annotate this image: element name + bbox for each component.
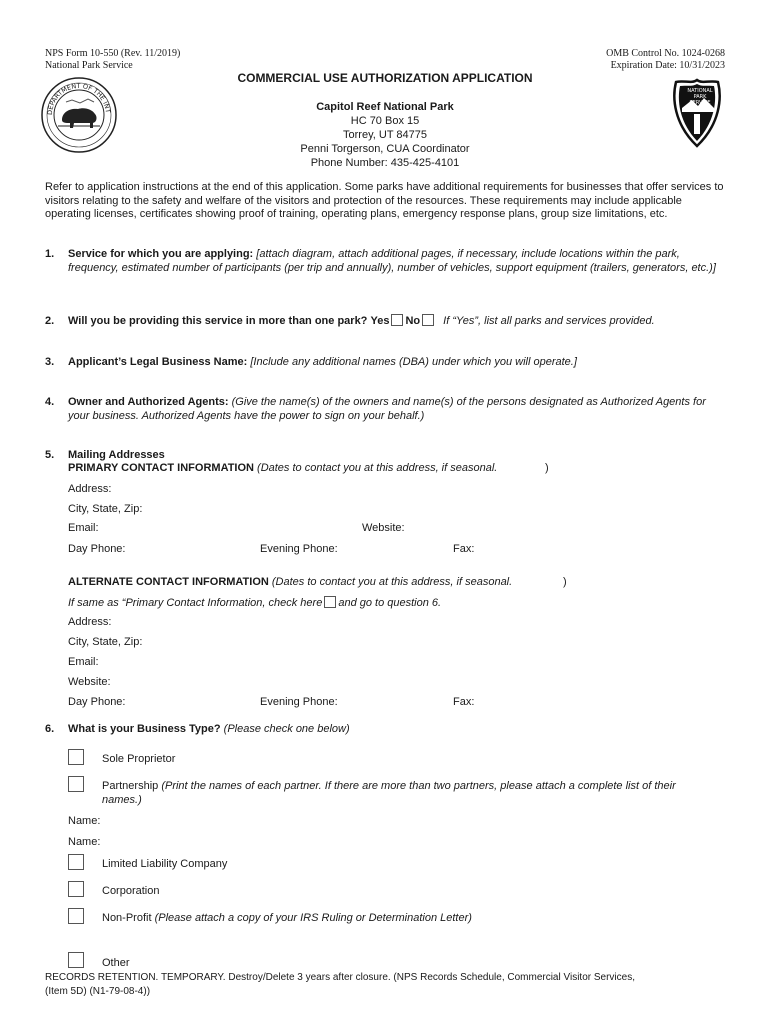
intro-paragraph: Refer to application instructions at the end of this application. Some parks have additional requirements for businesses that offer services to visitors relating to the safety and welfare of the visitors and protection of the resources. These requirements may include applicable operating licenses, certificates showing proof of training, operating plans, emergency response plans, group size limitations, etc. bbox=[45, 181, 724, 220]
alternate-close-paren: ) bbox=[563, 576, 567, 588]
llc-checkbox[interactable] bbox=[68, 854, 84, 870]
alternate-contact-title: ALTERNATE CONTACT INFORMATION bbox=[68, 576, 269, 588]
q6-label: What is your Business Type? bbox=[68, 723, 221, 735]
park-name: Capitol Reef National Park bbox=[316, 101, 454, 113]
form-number: NPS Form 10-550 (Rev. 11/2019) bbox=[45, 48, 181, 59]
partner-name-1-label: Name: bbox=[68, 815, 101, 827]
other-label: Other bbox=[102, 957, 130, 969]
primary-evening-phone-label: Evening Phone: bbox=[260, 543, 338, 555]
q6-row bbox=[68, 723, 350, 735]
sole-proprietor-checkbox[interactable] bbox=[68, 749, 84, 765]
sole-proprietor-label: Sole Proprietor bbox=[102, 753, 176, 765]
corporation-checkbox[interactable] bbox=[68, 881, 84, 897]
primary-address-label: Address: bbox=[68, 483, 112, 495]
q5-label: Mailing Addresses bbox=[68, 449, 165, 461]
primary-fax-label: Fax: bbox=[453, 543, 475, 555]
omb-control-number: OMB Control No. 1024-0268 bbox=[606, 48, 725, 59]
park-address-line1: HC 70 Box 15 bbox=[350, 115, 420, 127]
q3-number: 3. bbox=[45, 356, 55, 368]
same-as-primary-text-after: and go to question 6. bbox=[338, 597, 442, 609]
q5-number: 5. bbox=[45, 449, 55, 461]
q1-text bbox=[68, 248, 718, 275]
q4-label: Owner and Authorized Agents: bbox=[68, 396, 229, 408]
partnership-text bbox=[102, 780, 712, 807]
primary-website-label: Website: bbox=[362, 522, 405, 534]
nonprofit-label: Non-Profit bbox=[102, 912, 152, 924]
q1-label: Service for which you are applying: bbox=[68, 248, 254, 260]
park-address-line2: Torrey, UT 84775 bbox=[343, 129, 427, 141]
primary-contact-hint: (Dates to contact you at this address, if seasonal. bbox=[257, 462, 498, 474]
partnership-label: Partnership bbox=[102, 780, 159, 792]
partnership-hint: (Print the names of each partner. If there are more than two partners, please attach a complete list of their names.) bbox=[102, 780, 676, 806]
alternate-address-label: Address: bbox=[68, 616, 112, 628]
seal-text: DEPARTMENT OF THE INT bbox=[45, 81, 112, 116]
q4-number: 4. bbox=[45, 396, 55, 408]
q4-hint: (Give the name(s) of the owners and name(s) of the persons designated as Authorized Agents for your business. Authorized Agents have the power to sign on your behalf.) bbox=[68, 396, 706, 422]
form-title: COMMERCIAL USE AUTHORIZATION APPLICATION bbox=[237, 71, 533, 85]
primary-close-paren: ) bbox=[545, 462, 549, 474]
primary-email-label: Email: bbox=[68, 522, 99, 534]
partnership-checkbox[interactable] bbox=[68, 776, 84, 792]
q2-label: Will you be providing this service in more than one park? bbox=[68, 315, 368, 327]
records-retention-line1: RECORDS RETENTION. TEMPORARY. Destroy/Delete 3 years after closure. (NPS Records Schedule, Commercial Visitor Services, bbox=[45, 972, 635, 983]
agency-name: National Park Service bbox=[45, 60, 133, 71]
partner-name-2-label: Name: bbox=[68, 836, 101, 848]
q4-text bbox=[68, 396, 718, 423]
q1-number: 1. bbox=[45, 248, 55, 260]
expiration-date: Expiration Date: 10/31/2023 bbox=[610, 60, 725, 71]
same-as-primary-row bbox=[68, 596, 441, 609]
q2-no-label: No bbox=[405, 315, 421, 327]
nonprofit-checkbox[interactable] bbox=[68, 908, 84, 924]
primary-contact-title: PRIMARY CONTACT INFORMATION bbox=[68, 462, 254, 474]
q1-hint: [attach diagram, attach additional pages, if necessary, include locations within the park, frequency, estimated number of participants (per trip and annually), number of vehicles, support equipment (trailers, generators, etc.)] bbox=[68, 248, 716, 274]
alternate-fax-label: Fax: bbox=[453, 696, 475, 708]
alternate-contact-hint: (Dates to contact you at this address, if seasonal. bbox=[271, 576, 513, 588]
nonprofit-hint: (Please attach a copy of your IRS Ruling or Determination Letter) bbox=[154, 912, 472, 924]
cua-coordinator: Penni Torgerson, CUA Coordinator bbox=[300, 143, 470, 155]
same-as-primary-checkbox[interactable] bbox=[324, 596, 336, 608]
q2-no-checkbox[interactable] bbox=[422, 314, 434, 326]
park-phone: Phone Number: 435-425-4101 bbox=[310, 157, 460, 169]
q6-number: 6. bbox=[45, 723, 55, 735]
alternate-city-label: City, State, Zip: bbox=[68, 636, 143, 648]
nps-logo-word3: SERVICE bbox=[689, 100, 711, 106]
alternate-evening-phone-label: Evening Phone: bbox=[260, 696, 338, 708]
primary-day-phone-label: Day Phone: bbox=[68, 543, 126, 555]
alternate-website-label: Website: bbox=[68, 676, 111, 688]
q2-number: 2. bbox=[45, 315, 55, 327]
records-retention-line2: (Item 5D) (N1-79-08-4)) bbox=[45, 986, 151, 997]
primary-contact-heading bbox=[68, 462, 497, 474]
same-as-primary-text: If same as “Primary Contact Information, check here bbox=[68, 597, 323, 609]
nps-logo-word2: PARK bbox=[693, 94, 707, 100]
nonprofit-row bbox=[102, 912, 472, 924]
other-checkbox[interactable] bbox=[68, 952, 84, 968]
q3-row bbox=[68, 356, 577, 368]
q6-hint: (Please check one below) bbox=[223, 723, 350, 735]
q2-row bbox=[68, 314, 655, 327]
q3-hint: [Include any additional names (DBA) under which you will operate.] bbox=[250, 356, 577, 368]
primary-city-label: City, State, Zip: bbox=[68, 503, 143, 515]
q2-yes-label: Yes bbox=[370, 315, 390, 327]
nps-logo-word1: NATIONAL bbox=[687, 88, 713, 94]
nps-arrowhead-logo bbox=[670, 78, 724, 148]
alternate-email-label: Email: bbox=[68, 656, 99, 668]
alternate-contact-heading bbox=[68, 576, 512, 588]
corporation-label: Corporation bbox=[102, 885, 160, 897]
alternate-day-phone-label: Day Phone: bbox=[68, 696, 126, 708]
q3-label: Applicant’s Legal Business Name: bbox=[68, 356, 248, 368]
q2-hint: If “Yes”, list all parks and services provided. bbox=[443, 315, 655, 327]
q2-yes-checkbox[interactable] bbox=[391, 314, 403, 326]
llc-label: Limited Liability Company bbox=[102, 858, 228, 870]
